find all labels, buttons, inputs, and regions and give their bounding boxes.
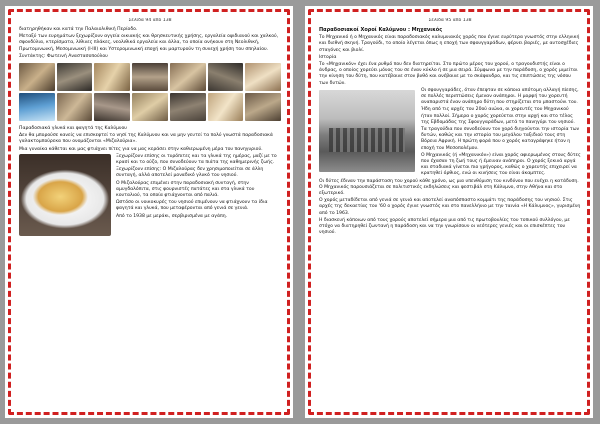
article-paragraph: Οι σφουγγαράδες, όταν έπεφταν σε κάποια απότομη αλλαγή πίεσης, σε πολλές περιπτώσεις έμεναν ανάπηροι. Η μορφή του χορευτή αναπαριστά έναν ανάπηρο δύτη που στηρίζεται στο μπαστούνι του. xyxy=(421,87,579,106)
food-paragraph: Από το 1938 με μεράκι, σερβιρισμένα με αγάπη. xyxy=(116,213,228,219)
cave-photo xyxy=(245,63,281,91)
article-paragraph: Το Μηχανικό ή ο Μηχανικός είναι παραδοσιακός καλυμνιακός χορός που έγινε ευρύτερα γνωστός στην ελληνική και διεθνή σκηνή. Τραγούδι, το οποίο λέγεται όπως η εποχή των σφουγγαράδων, φέρνει βαριές, με αυτοσχέδιες σταγόνες και βιολί. xyxy=(319,35,580,53)
sea-photo xyxy=(19,93,55,121)
food-paragraph: Ξεχωρίζουν επίσης: Ο Μιζαλούρας δεν χρησιμοποιείται σε άλλη συνταγή, αλλά αποτελεί μοναδικό γλυκό του νησιού. xyxy=(116,167,264,179)
section-heading: Ιστορία xyxy=(319,54,337,60)
article-paragraph: Ο Μηχανικός (ή «Μηχανικόν») είναι χορός αφιερωμένος στους δύτες που έχασαν τη ζωή τους ή έμειναν ανάπηροι. Ο χορός ξεκινά αργά και σταδιακά γίνεται πιο γρήγορος, καθώς ο χορευτής επιχειρεί να κρατηθεί όρθιος, ενώ οι κινήσεις του είναι άκαμπτες. xyxy=(421,152,581,177)
cave-photo xyxy=(170,63,206,91)
sweets-section-title: Παραδοσιακά γλυκά και φαγητά της Καλύμνου xyxy=(19,126,127,132)
cave-photo xyxy=(94,63,130,91)
cave-photo xyxy=(245,93,281,121)
page-header: Σελίδα 95 από 138 xyxy=(428,18,472,23)
cave-photo xyxy=(208,63,244,91)
sweets-intro: Μια γυναίκα κάθεται και μας φτιάχνει πίτες για να μας κεράσει στην καθιερωμένη μέρα του πανηγυριού. xyxy=(19,146,263,152)
article-paragraph: Ήδη από τις αρχές του 20ού αιώνα, οι χορευτές του Μηχανικού ήταν πολλοί. Σήμερα ο χορός χορεύεται στην αρχή και στο τέλος της Εβδομάδας της Σφουγγαράδων, μετά το πανηγύρι του νησιού. xyxy=(421,107,575,125)
left-page-content xyxy=(19,18,281,408)
author-credit: Συντάκτης: Φωτεινή Αναστασοπούλου xyxy=(19,53,108,59)
cave-photo xyxy=(132,63,168,91)
article-paragraph: Τα τραγούδια που συνοδεύουν τον χορό διηγούνται την ιστορία των δυτών, καθώς και την ιστορία του μεγάλου ταξιδιού τους στη Βόρεια Αφρική. Η πρώτη φορά που ο χορός καταγράφηκε ήταν η εποχή του Μεσοπολέμου. xyxy=(421,127,580,151)
article-paragraph: Το «Μηχανικόν» έχει ένα ρυθμό που δεν διατηρείται. Στο πρώτο μέρος του χορού, ο τραγουδιστής είναι ο άνδρας, ο οποίος χορεύει μόνος του σε έναν κύκλο ή σε μια σειρά. Σύμφωνα με την παράδοση, ο χορός μιμείται την κίνηση του δύτη, που κατέβαινε στον βυθό και ανέβαινε με το σκάφανδρο, και τις επιπτώσεις της νόσου των δυτών. xyxy=(319,62,578,86)
right-page xyxy=(305,6,593,418)
left-page xyxy=(5,6,293,418)
sweets-intro: Δεν θα μπορούσε κανείς να επισκεφτεί το νησί της Καλύμνου και να μην γευτεί τα πολύ γνωστά παραδοσιακά γαλακτομπούρεκα που ονομάζονται «Μιζαλούρια». xyxy=(19,133,273,145)
article-paragraph: Ο χορός μεταδίδεται από γενιά σε γενιά και αποτελεί αναπόσπαστο κομμάτι της παράδοσης του νησιού. Στις αρχές της δεκαετίας του '60 ο χορός έγινε γνωστός και στο πανελλήνιο με την ταινία «Η Κάλυμνος», γυρισμένη από το 1963. xyxy=(319,198,581,216)
intro-line: διατηρηθήκαν και κατά την Παλαιολιθική Περίοδο. xyxy=(19,27,138,32)
harbor-photo xyxy=(319,90,415,172)
article-title: Παραδοσιακοί Χοροί Καλύμνου : Μηχανικός xyxy=(319,27,443,33)
intro-paragraph: Μεταξύ των ευρημάτων ξεχωρίζουν αγγεία οικιακής και θρησκευτικής χρήσης, εργαλεία οψιδιανού και χαλκού, σφονδύλια, κτερίσματα, λίθινες πλάκες, νεολιθικά εργαλεία και άλλα, τα οποία ανήκουν στη Νεολιθική, Πρωτομινωική, Μεσομινωική (Ι-ΙΙΙ) και Υστερομινωική εποχή και μαρτυρούν τη συνεχή χρήση του σπηλαίου. xyxy=(19,34,279,52)
right-page-content xyxy=(319,18,581,408)
cave-photo xyxy=(170,93,206,121)
food-paragraph: Ωστόσο οι νοικοκυρές του νησιού επιμένουν να φτιάχνουν τα ίδια φαγητά και γλυκά, που μεταφέρονται από γενιά σε γενιά. xyxy=(116,200,268,212)
cave-photo-grid xyxy=(19,63,281,121)
article-paragraph: Η διασκευή κάποιων από τους χορούς αποτελεί σήμερα μια από τις πρωτοβουλίες του τοπικού συλλόγου, με στόχο να διατηρηθεί ζωντανή η παράδοση και να την γνωρίσουν οι νεότερες γενιές και οι επισκέπτες του νησιού. xyxy=(319,217,570,236)
food-paragraph: Ξεχωρίζουν επίσης οι τυρόπιτες και τα γλυκά της ημέρας, μαζί με το κρασί και το ούζο, που συνοδεύουν τα πιάτα της καθημερινής ζωής. xyxy=(116,153,277,166)
cave-photo xyxy=(208,93,244,121)
cave-photo xyxy=(132,93,168,121)
cave-photo xyxy=(19,63,55,91)
food-photo xyxy=(19,154,111,236)
cave-photo xyxy=(94,93,130,121)
page-header: Σελίδα 94 από 138 xyxy=(128,18,172,23)
food-paragraph: Ο Μιζαλούρας επιμένει στην παραδοσιακή συνταγή, στην αμυγδαλόπιτα, στις φουρνιστές πατάτες και στα γλυκά του κουταλιού, τα οποία φτιάχνονται από παλιά. xyxy=(116,180,255,199)
cave-photo xyxy=(57,63,93,91)
article-paragraph: Οι δύτες έδιναν την παράσταση του χορού κάθε χρόνο, ως μια υπενθύμιση του κινδύνου που ενέχει η κατάδυση. Ο Μηχανικός παρουσιάζεται σε πολιτιστικές εκδηλώσεις και φεστιβάλ στη Κάλυμνο, στην Αθήνα και στο εξωτερικό. xyxy=(319,178,579,197)
cave-photo xyxy=(57,93,93,121)
